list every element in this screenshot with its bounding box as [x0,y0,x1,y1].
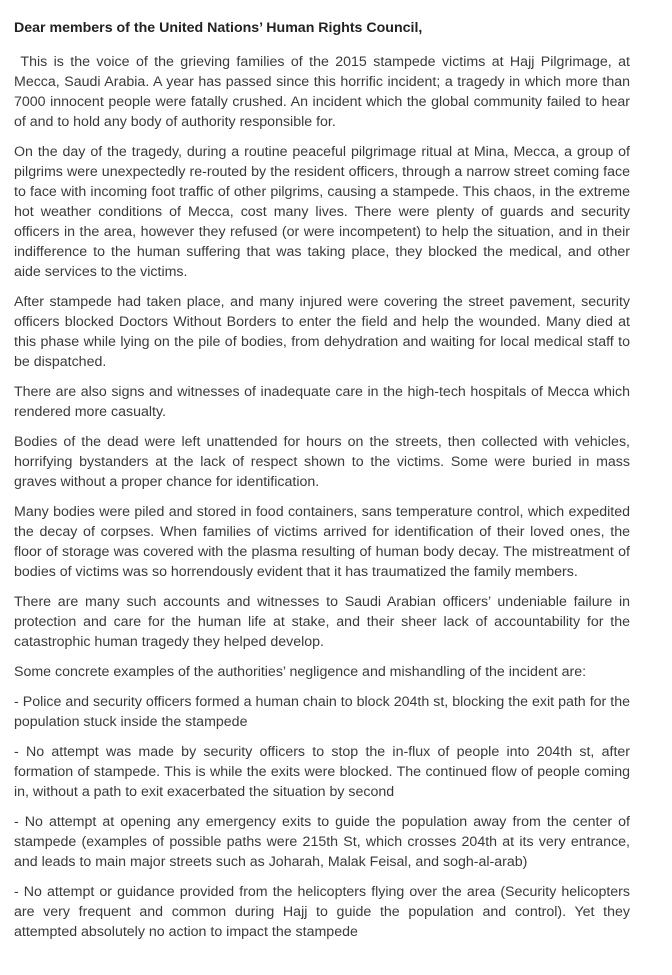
paragraph-accounts: There are many such accounts and witnesses to Saudi Arabian officers’ undeniable failure in protection and care for the human life at stake, and their sheer lack of accountability for the catastrophic human tragedy they helped develop. [14,594,630,650]
paragraph-bodies-unattended: Bodies of the dead were left unattended for hours on the streets, then collected with vehicles, horrifying bystanders at the lack of respect shown to the victims. Some were buried in mass graves without a proper chance for identification. [14,434,630,490]
paragraph-after-stampede: After stampede had taken place, and many injured were covering the street pavement, security officers blocked Doctors Without Borders to enter the field and help the wounded. Many died at this phase while lying on the pile of bodies, from dehydration and waiting for local medical staff to be dispatched. [14,294,630,370]
paragraph-bodies-stored: Many bodies were piled and stored in food containers, sans temperature control, which expedited the decay of corpses. When families of victims arrived for identification of their loved ones, the floor of storage was covered with the plasma resulting of human body decay. The mistreatment of bodies of victims was so horrendously evident that it has traumatized the family members. [14,504,630,580]
list-item-human-chain: - Police and security officers formed a human chain to block 204th st, blocking the exit path for the population stuck inside the stampede [14,694,630,730]
paragraph-hospitals: There are also signs and witnesses of inadequate care in the high-tech hospitals of Mecca which rendered more casualty. [14,384,630,420]
paragraph-day-of-tragedy: On the day of the tragedy, during a routine peaceful pilgrimage ritual at Mina, Mecca, a group of pilgrims were unexpectedly re-routed by the resident officers, through a narrow street coming face to face with incoming foot traffic of other pilgrims, causing a stampede. This chaos, in the extreme hot weather conditions of Mecca, cost many lives. There were plenty of guards and security officers in the area, however they refused (or were incompetent) to help the situation, and in their indifference to the human suffering that was taking place, they blocked the medical, and other aide services to the victims. [14,144,630,280]
list-item-influx: - No attempt was made by security officers to stop the in-flux of people into 204th st, after formation of stampede. This is while the exits were blocked. The continued flow of people coming in, without a path to exit exacerbated the situation by second [14,744,630,800]
paragraph-intro: This is the voice of the grieving families of the 2015 stampede victims at Hajj Pilgrimage, at Mecca, Saudi Arabia. A year has passed since this horrific incident; a tragedy in which more than 7000 innocent people were fatally crushed. An incident which the global community failed to hear of and to hold any body of authority responsible for. [14,54,634,130]
letter-salutation: Dear members of the United Nations’ Human Rights Council, [14,20,423,36]
list-item-helicopters: - No attempt or guidance provided from the helicopters flying over the area (Security helicopters are very frequent and common during Hajj to guide the population and control). Yet they attempted absolutely no action to impact the stampede [14,884,630,940]
paragraph-examples-intro: Some concrete examples of the authorities’ negligence and mishandling of the incident are: [14,664,587,680]
list-item-emergency-exits: - No attempt at opening any emergency exits to guide the population away from the center of stampede (examples of possible paths were 215th St, which crosses 204th at its very entrance, and leads to main major streets such as Joharah, Malak Feisal, and sogh-al-arab) [14,814,630,870]
